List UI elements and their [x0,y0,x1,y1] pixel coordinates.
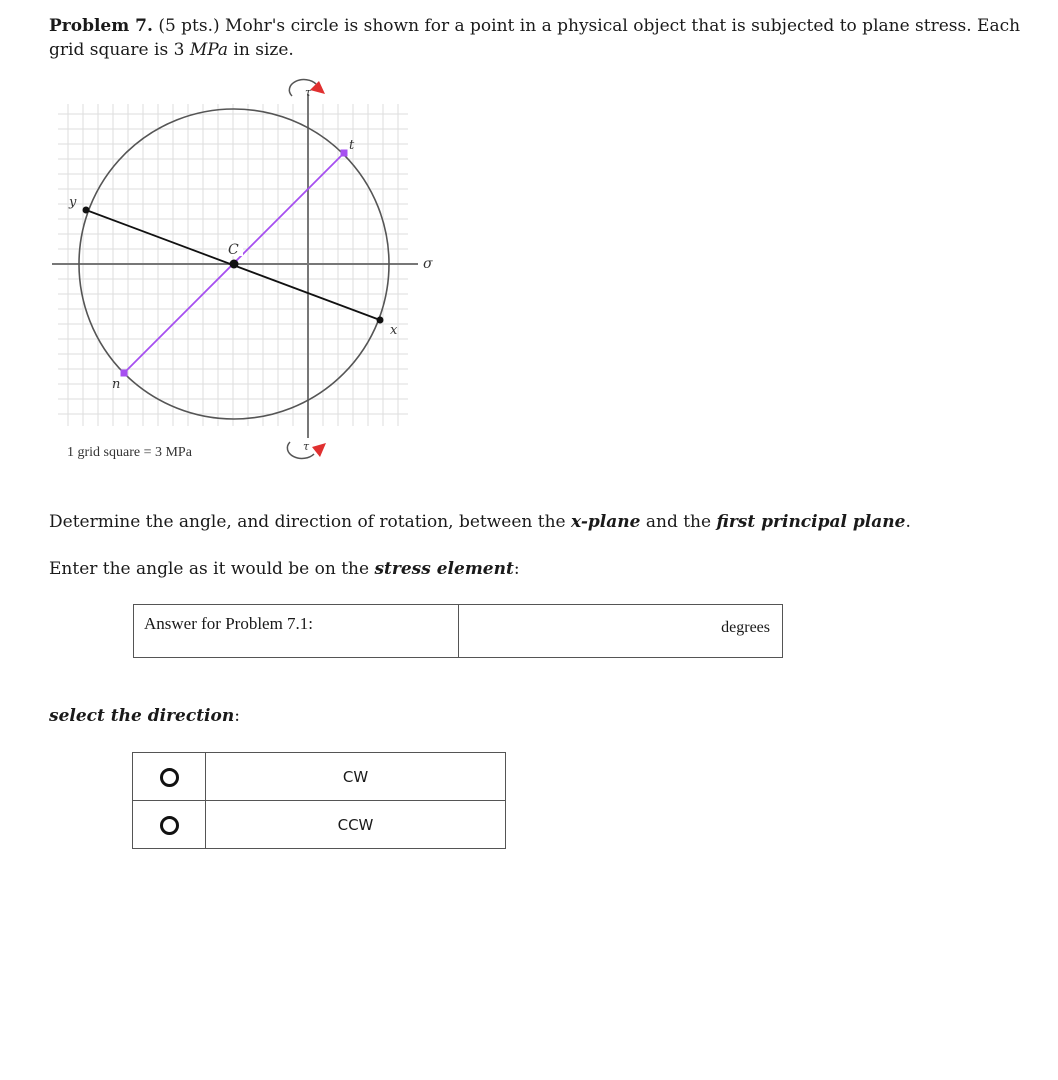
direction-table [132,752,506,849]
t-point [341,150,348,157]
problem-text-end: in size. [228,40,294,60]
answer-label: Answer for Problem 7.1: [134,605,459,657]
stress-element-term: stress element [374,559,514,579]
problem-points: (5 pts.) [158,16,220,36]
label-x: x [390,323,398,338]
question-line-1 [49,512,911,532]
problem-label: Problem 7. [49,16,153,36]
question-text-2: and the [640,512,717,532]
answer-cell[interactable] [459,605,782,657]
scale-label: 1 grid square = 3 MPa [67,445,192,460]
radio-cell-cw[interactable] [133,753,206,801]
direction-label-cw: CW [206,753,506,801]
problem-unit: MPa [189,40,229,60]
question-text-3: Enter the angle as it would be on the [49,559,375,579]
problem-statement [49,14,1039,62]
question-period: . [905,512,911,532]
direction-prompt [49,706,240,726]
answer-input[interactable] [463,609,692,653]
answer-table [133,604,783,658]
answer-unit: degrees [721,619,770,636]
tau-rotation-icon-bottom [287,440,326,458]
tau-rotation-icon-top [289,80,325,99]
problem-text: Mohr's circle is shown for a point in a physical object that is subjected to plane stress. Each grid square is 3 [49,16,1021,60]
direction-prompt-text: select the direction [49,706,235,726]
x-plane-term: x-plane [571,512,641,532]
first-principal-plane-term: first principal plane [716,512,906,532]
direction-prompt-colon: : [234,706,240,726]
label-n: n [112,377,121,392]
radio-cell-ccw[interactable] [133,801,206,849]
x-point [377,317,384,324]
y-point [83,207,90,214]
mohrs-circle-svg [40,70,460,480]
label-sigma: σ [423,256,433,272]
label-t: t [349,138,355,153]
label-tau-bottom: τ [303,440,310,453]
direction-row-ccw[interactable] [133,801,506,849]
n-point [121,370,128,377]
radio-cw[interactable] [160,768,179,787]
question-line-2 [49,559,520,579]
center-point [230,260,239,269]
direction-row-cw[interactable] [133,753,506,801]
question-colon: : [513,559,520,579]
label-y: y [69,195,77,210]
question-text: Determine the angle, and direction of rotation, between the [49,512,572,532]
radio-ccw[interactable] [160,816,179,835]
direction-label-ccw: CCW [206,801,506,849]
label-c: C [228,242,239,258]
mohrs-circle-figure [40,70,460,480]
label-tau-top: τ [305,86,312,99]
